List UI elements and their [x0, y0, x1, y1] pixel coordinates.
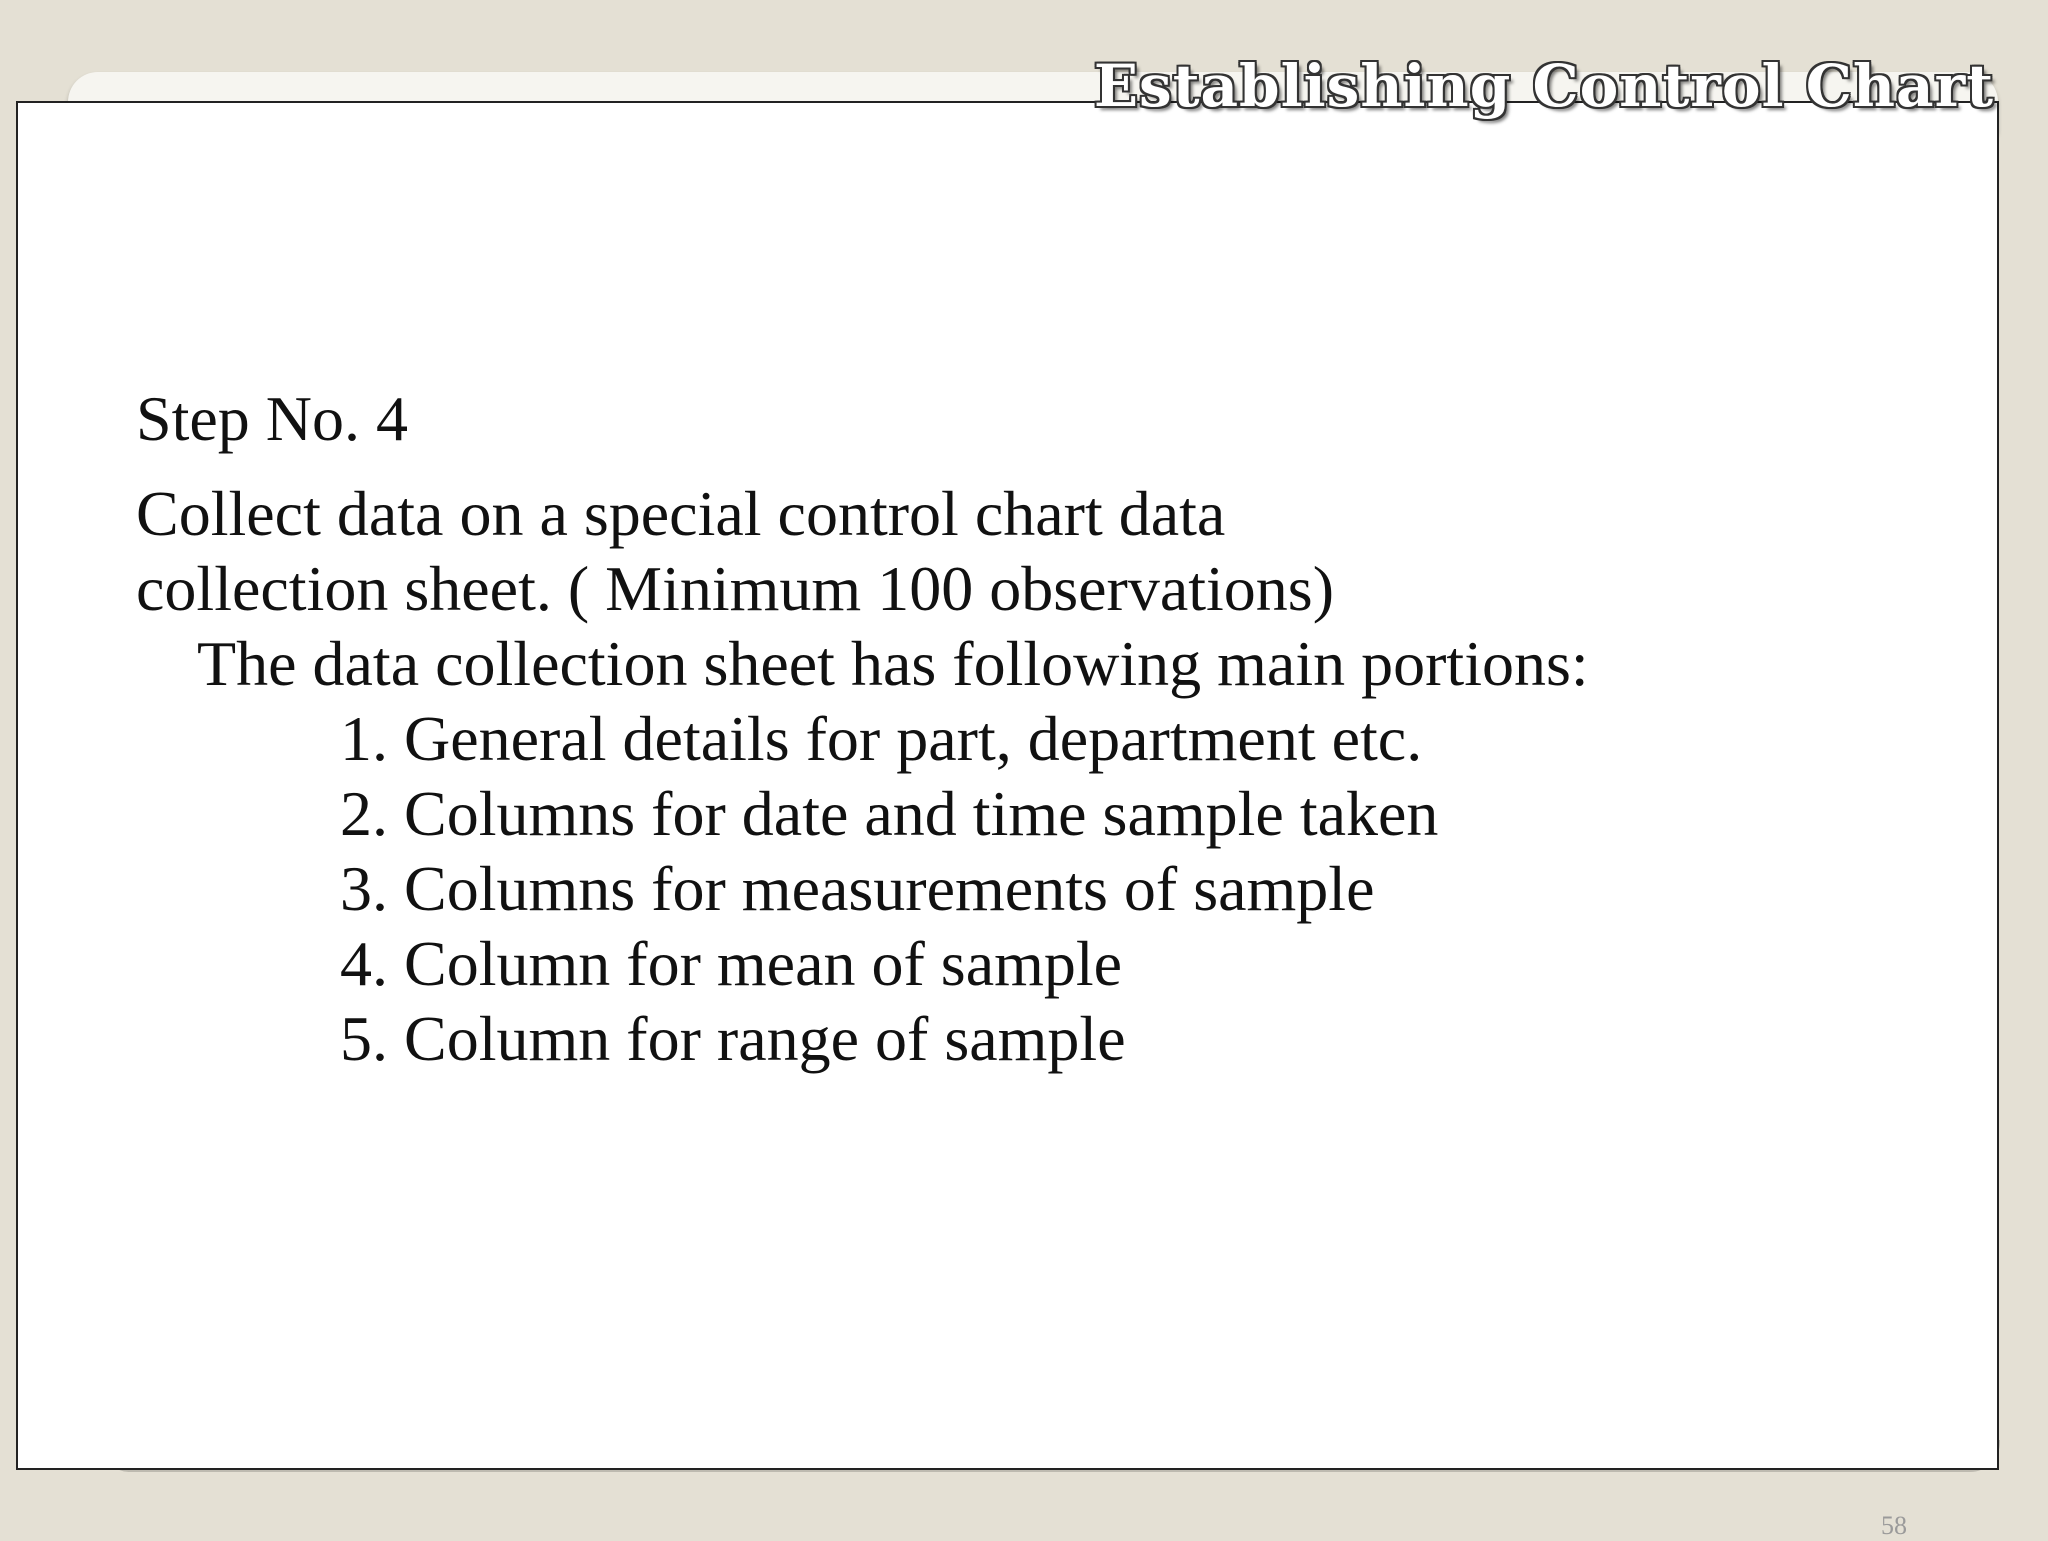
portions-list: [136, 701, 1589, 1076]
intro-line-1: Collect data on a special control chart data: [136, 478, 1226, 549]
slide: [16, 101, 1999, 1540]
sub-intro: The data collection sheet has following main portions:: [197, 628, 1589, 699]
list-item: 1. General details for part, department etc.: [340, 703, 1423, 774]
slide-title: Establishing Control Chart: [1093, 52, 1994, 120]
list-item: 4. Column for mean of sample: [340, 928, 1123, 999]
step-label: Step No. 4: [136, 383, 408, 454]
list-item: 5. Column for range of sample: [340, 1003, 1126, 1074]
page-number: 58: [1881, 1511, 1907, 1540]
slide-body: [136, 381, 1589, 1076]
list-item: 2. Columns for date and time sample taken: [340, 778, 1439, 849]
list-item: 3. Columns for measurements of sample: [340, 853, 1375, 924]
intro-line-2: collection sheet. ( Minimum 100 observations): [136, 553, 1334, 624]
